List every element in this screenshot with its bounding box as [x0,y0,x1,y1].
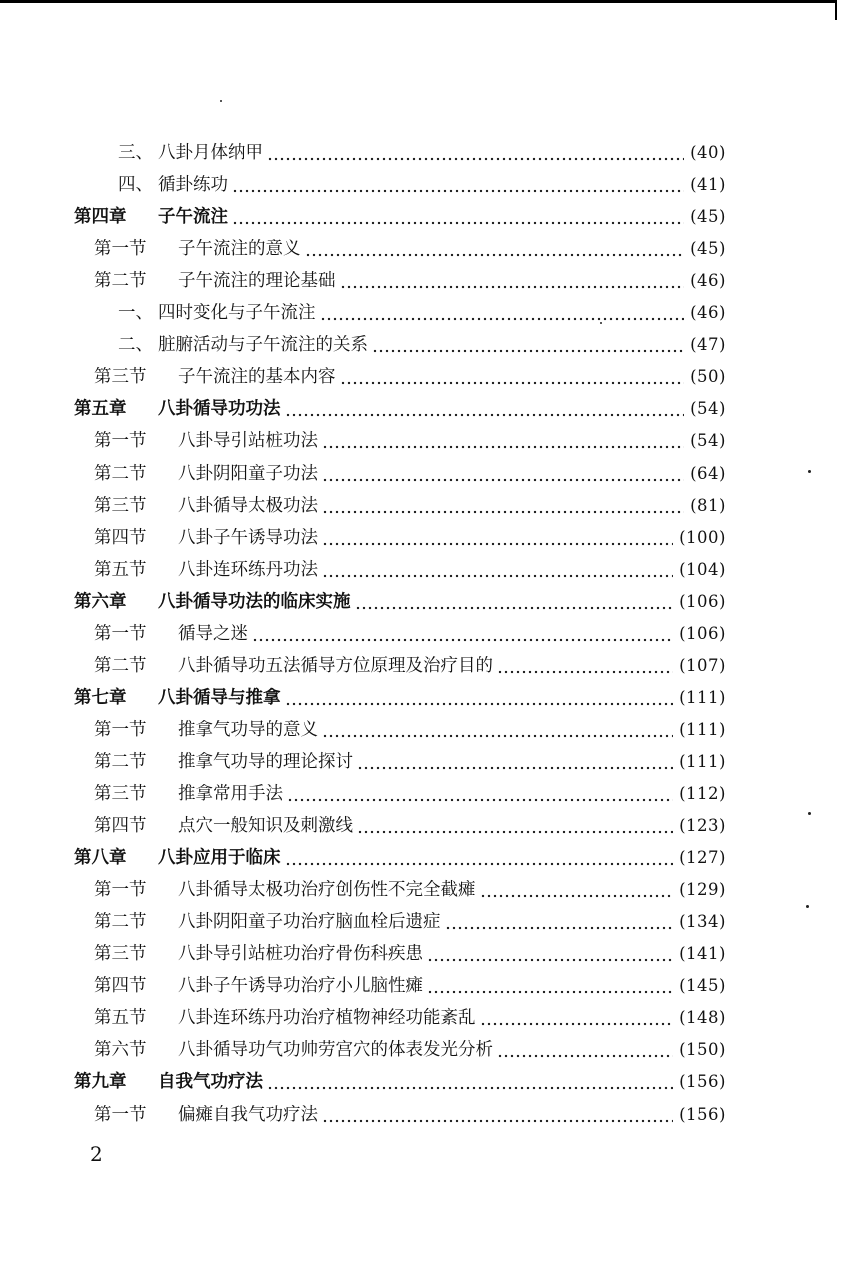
toc-entry-title: 子午流注的理论基础 [178,271,336,292]
toc-dot-leader [357,746,673,778]
toc-entry-section [94,522,726,554]
toc-dot-leader [427,938,673,970]
toc-entry-title: 八卦循导功气功帅劳宫穴的体表发光分析 [178,1040,493,1061]
toc-entry-item [118,137,726,169]
toc-entry-section [94,650,726,682]
toc-entry-section [94,970,726,1002]
toc-dot-leader [497,1034,673,1066]
toc-entry-page: (150) [679,1040,726,1060]
toc-entry-page: (145) [679,976,726,996]
toc-entry-title: 推拿气功导的理论探讨 [178,751,353,772]
top-border-corner [835,0,837,20]
toc-entry-page: (106) [679,623,726,643]
toc-entry-title: 偏瘫自我气功疗法 [178,1104,318,1125]
toc-dot-leader [497,650,673,682]
toc-entry-label: 四、 [118,175,153,196]
toc-dot-leader [322,425,684,457]
toc-entry-chapter [74,1066,726,1098]
toc-entry-section [94,874,726,906]
toc-entry-title: 点穴一般知识及刺激线 [178,816,353,837]
toc-dot-leader [322,522,673,554]
toc-entry-label: 第二节 [94,655,147,676]
toc-entry-label: 第五节 [94,1008,147,1029]
scan-speck [808,470,811,473]
toc-entry-page: (127) [679,848,726,868]
toc-entry-section [94,361,726,393]
toc-entry-title: 子午流注的意义 [178,239,301,260]
toc-entry-title: 八卦月体纳甲 [158,143,263,163]
toc-entry-title: 八卦导引站桩功法 [178,431,318,452]
toc-dot-leader [322,714,673,746]
toc-entry-page: (81) [690,495,726,515]
toc-entry-page: (112) [679,784,726,803]
toc-entry-title: 子午流注 [158,207,228,228]
toc-entry-page: (156) [679,1104,726,1124]
toc-entry-section [94,458,726,490]
toc-dot-leader [322,490,684,522]
toc-entry-title: 八卦循导功法的临床实施 [158,591,351,612]
toc-dot-leader [372,329,684,361]
toc-entry-page: (104) [679,559,726,579]
toc-entry-label: 第三节 [94,495,147,516]
toc-entry-title: 八卦连环练丹功治疗植物神经功能紊乱 [178,1008,476,1029]
scan-speck [220,100,222,102]
toc-entry-label: 第九章 [74,1072,127,1093]
toc-entry-title: 八卦子午诱导功法 [178,527,318,548]
toc-entry-label: 第五节 [94,559,147,580]
scan-speck [808,812,811,815]
toc-entry-page: (45) [690,239,726,259]
toc-entry-title: 八卦连环练丹功法 [178,559,318,580]
toc-entry-page: (148) [679,1008,726,1028]
toc-entry-title: 八卦循导太极功法 [178,495,318,516]
toc-dot-leader [427,970,673,1002]
toc-dot-leader [267,137,684,169]
toc-entry-label: 第二节 [94,271,147,292]
toc-entry-title: 八卦循导太极功治疗创伤性不完全截瘫 [178,880,476,901]
toc-entry-title: 子午流注的基本内容 [178,367,336,388]
toc-entry-title: 八卦子午诱导功治疗小儿脑性瘫 [178,976,423,997]
toc-entry-label: 第三节 [94,367,147,388]
toc-entry-label: 第三节 [94,944,147,965]
scan-speck [600,322,602,324]
toc-dot-leader [480,1002,674,1034]
toc-entry-label: 第四节 [94,976,147,997]
toc-dot-leader [320,297,685,329]
toc-entry-chapter [74,842,726,874]
toc-entry-page: (50) [690,367,726,387]
toc-entry-page: (46) [690,271,726,291]
toc-entry-item [118,169,726,201]
toc-entry-page: (141) [679,944,726,964]
toc-entry-item [118,297,726,329]
toc-entry-title: 八卦应用于临床 [158,848,281,869]
toc-entry-section [94,938,726,970]
toc-entry-page: (46) [690,303,726,323]
toc-entry-section [94,746,726,778]
toc-entry-section [94,1099,726,1131]
toc-entry-chapter [74,682,726,714]
toc-entry-label: 第二节 [94,463,147,484]
toc-entry-page: (41) [690,175,726,195]
toc-entry-title: 推拿常用手法 [178,784,283,804]
toc-entry-chapter [74,393,726,425]
toc-entry-page: (40) [690,143,726,162]
toc-entry-page: (111) [679,751,726,771]
toc-entry-page: (111) [679,719,726,739]
toc-entry-title: 八卦循导功五法循导方位原理及治疗目的 [178,655,493,676]
toc-dot-leader [480,874,674,906]
toc-entry-section [94,490,726,522]
toc-entry-section [94,425,726,457]
toc-dot-leader [232,169,684,201]
toc-entry-title: 八卦循导功功法 [158,399,281,420]
toc-entry-title: 八卦阴阳童子功治疗脑血栓后遗症 [178,912,441,933]
toc-entry-page: (156) [679,1072,726,1092]
toc-entry-label: 第四节 [94,527,147,548]
toc-entry-label: 二、 [118,335,153,356]
toc-entry-page: (47) [690,335,726,355]
toc-entry-section [94,1034,726,1066]
toc-entry-page: (107) [679,655,726,675]
toc-entry-page: (54) [690,431,726,451]
toc-dot-leader [285,393,685,425]
toc-dot-leader [340,361,685,393]
toc-entry-title: 八卦导引站桩功治疗骨伤科疾患 [178,944,423,965]
toc-entry-section [94,233,726,265]
scan-speck [806,905,809,908]
toc-entry-page: (111) [679,687,726,707]
toc-entry-title: 脏腑活动与子午流注的关系 [158,335,368,356]
toc-dot-leader [267,1066,673,1098]
toc-entry-label: 第二节 [94,912,147,933]
top-border-line [0,0,835,3]
toc-entry-label: 第七章 [74,687,127,708]
toc-entry-label: 第一节 [94,623,147,644]
toc-entry-chapter [74,586,726,618]
toc-entry-label: 第一节 [94,1104,147,1125]
toc-dot-leader [445,906,674,938]
toc-entry-label: 第四章 [74,207,127,228]
toc-entry-page: (134) [679,912,726,932]
toc-entry-title: 推拿气功导的意义 [178,719,318,740]
toc-entry-section [94,778,726,810]
toc-entry-section [94,1002,726,1034]
toc-dot-leader [305,233,685,265]
page-number: 2 [90,1142,103,1166]
toc-entry-label: 第一节 [94,431,147,452]
toc-dot-leader [357,810,673,842]
toc-entry-section [94,618,726,650]
toc-entry-page: (129) [679,880,726,900]
toc-entry-title: 四时变化与子午流注 [158,303,316,324]
toc-dot-leader [252,618,673,650]
toc-entry-title: 自我气功疗法 [158,1072,263,1093]
toc-entry-section [94,265,726,297]
toc-entry-label: 第六章 [74,591,127,612]
toc-entry-page: (54) [690,399,726,419]
toc-entry-page: (100) [679,527,726,547]
toc-entry-label: 第四节 [94,816,147,837]
toc-entry-label: 三、 [118,143,153,163]
toc-entry-title: 八卦阴阳童子功法 [178,463,318,484]
toc-entry-page: (106) [679,591,726,611]
toc-entry-title: 循导之迷 [178,623,248,644]
toc-entry-section [94,714,726,746]
toc-entry-page: (123) [679,816,726,836]
toc-dot-leader [232,201,684,233]
toc-dot-leader [340,265,685,297]
toc-dot-leader [285,682,674,714]
toc-entry-label: 一、 [118,303,153,324]
toc-dot-leader [322,554,673,586]
toc-dot-leader [355,586,674,618]
toc-entry-label: 第一节 [94,239,147,260]
toc-entry-label: 第一节 [94,880,147,901]
toc-entry-title: 循卦练功 [158,175,228,196]
toc-entry-label: 第五章 [74,399,127,420]
toc-entry-chapter [74,201,726,233]
toc-entry-label: 第一节 [94,719,147,740]
toc-entry-section [94,810,726,842]
toc-dot-leader [322,458,684,490]
toc-dot-leader [322,1099,673,1131]
toc-entry-label: 第三节 [94,784,147,804]
toc-entry-section [94,906,726,938]
toc-entry-title: 八卦循导与推拿 [158,687,281,708]
toc-entry-label: 第二节 [94,751,147,772]
toc-entry-item [118,329,726,361]
toc-entry-section [94,554,726,586]
toc-entry-page: (64) [690,463,726,483]
toc-entry-label: 第八章 [74,848,127,869]
toc-dot-leader [285,842,674,874]
toc-dot-leader [287,778,673,810]
toc-entry-label: 第六节 [94,1040,147,1061]
toc-entry-page: (45) [690,207,726,227]
